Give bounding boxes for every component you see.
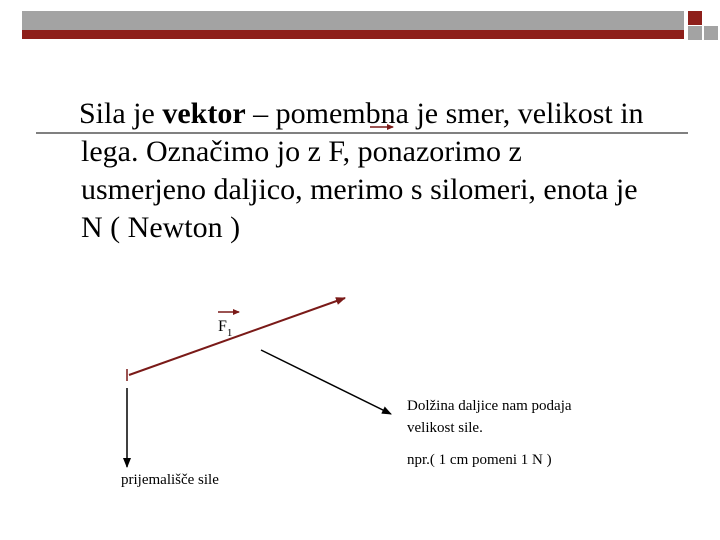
example-caption: npr.( 1 cm pomeni 1 N ) bbox=[407, 452, 552, 468]
force-vector-arrow bbox=[129, 298, 345, 375]
length-caption-line-1: Dolžina daljice nam podaja bbox=[407, 398, 572, 414]
force-subscript: 1 bbox=[226, 327, 233, 339]
body-text: – pomembna je smer, velikost in bbox=[245, 97, 644, 130]
length-caption-line-2: velikost sile. bbox=[407, 420, 483, 436]
body-text: Sila je bbox=[79, 97, 163, 130]
body-line-3: usmerjeno daljico, merimo s silomeri, enota je bbox=[81, 173, 638, 206]
force-f1-label bbox=[218, 316, 232, 339]
body-line-2: lega. Označimo jo z F, ponazorimo z bbox=[81, 135, 522, 168]
body-bold-term: vektor bbox=[162, 97, 246, 130]
force-symbol: F bbox=[218, 318, 227, 335]
body-line-4: N ( Newton ) bbox=[81, 211, 241, 244]
attachment-point-caption: prijemališče sile bbox=[121, 472, 219, 488]
length-caption bbox=[407, 395, 572, 439]
length-pointer-arrow bbox=[261, 350, 391, 414]
